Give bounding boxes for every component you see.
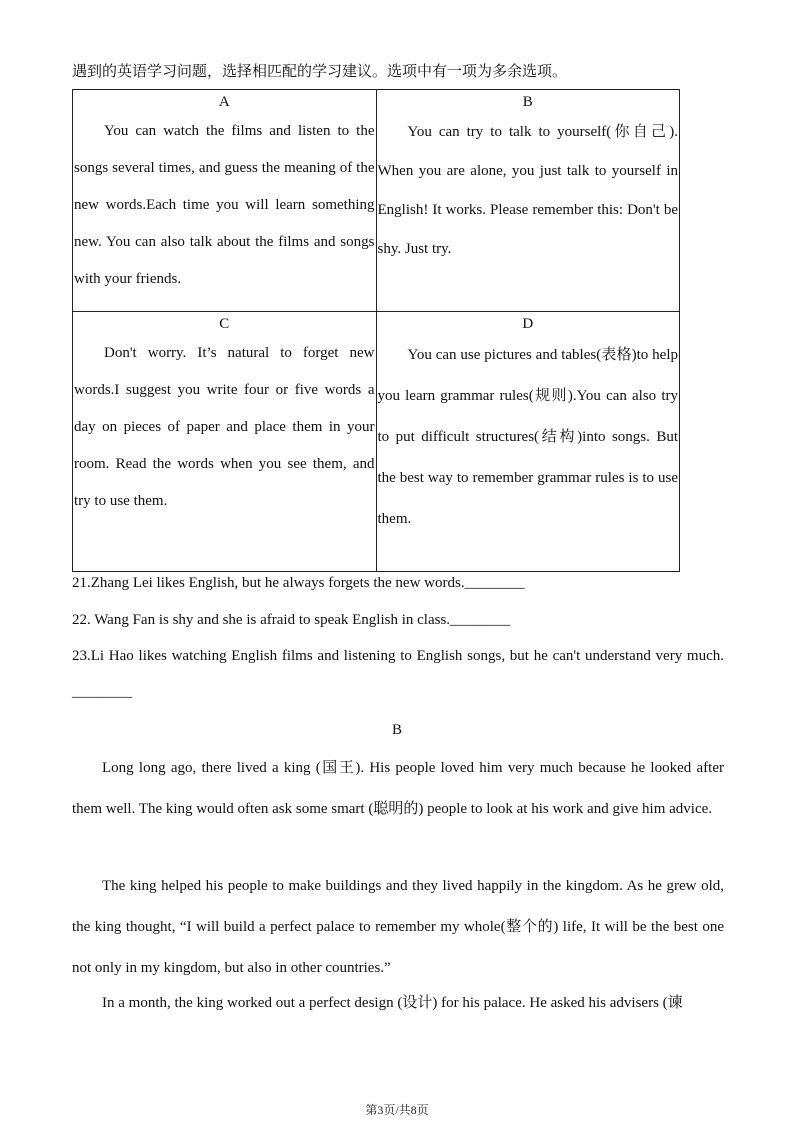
passage-paragraph-2: The king helped his people to make buildings and they lived happily in the kingdom. As he grew old, the king thought, “I will build a perfect palace to remember my whole(整个的) life, It will be the best one not only in my kingdom, but also in other countries.” [72, 878, 724, 976]
option-b-label: B [522, 94, 533, 110]
question-23: 23.Li Hao likes watching English films and listening to English songs, but he can't understand very much. ________ [72, 648, 724, 700]
option-b-cell [376, 90, 680, 312]
options-table [72, 89, 680, 572]
option-a-cell [73, 90, 377, 312]
question-21: 21.Zhang Lei likes English, but he always forgets the new words.________ [72, 575, 525, 591]
page-footer: 第3页/共8页 [365, 1103, 429, 1117]
option-d-cell [376, 312, 680, 572]
question-22: 22. Wang Fan is shy and she is afraid to speak English in class.________ [72, 612, 511, 628]
option-c-cell [73, 312, 377, 572]
option-c-label: C [219, 316, 230, 332]
passage-paragraph-3: In a month, the king worked out a perfect design (设计) for his palace. He asked his advisers (谏 [102, 995, 683, 1011]
instructions: 遇到的英语学习问题，选择相匹配的学习建议。选项中有一项为多余选项。 [72, 64, 568, 80]
option-d-text: You can use pictures and tables(表格)to help you learn grammar rules(规则).You can also try to put difficult structures(结构)into songs. But the best way to remember grammar rules is to use them. [377, 347, 678, 527]
section-b-heading: B [391, 722, 402, 738]
option-b-text: You can try to talk to yourself(你自己). When you are alone, you just talk to yourself in English! It works. Please remember this: Don't be shy. Just try. [377, 124, 678, 257]
option-c-text: Don't worry. It’s natural to forget new words.I suggest you write four or five words a day on pieces of paper and place them in your room. Read the words when you see them, and try to use them. [74, 345, 375, 509]
option-a-text: You can watch the films and listen to the songs several times, and guess the meaning of the new words.Each time you will learn something new. You can also talk about the films and songs with your friends. [74, 123, 375, 287]
option-d-label: D [522, 316, 534, 332]
passage-paragraph-1: Long long ago, there lived a king (国王). His people loved him very much because he looked after them well. The king would often ask some smart (聪明的) people to look at his work and give him advice. [72, 760, 724, 817]
option-a-label: A [218, 94, 230, 110]
